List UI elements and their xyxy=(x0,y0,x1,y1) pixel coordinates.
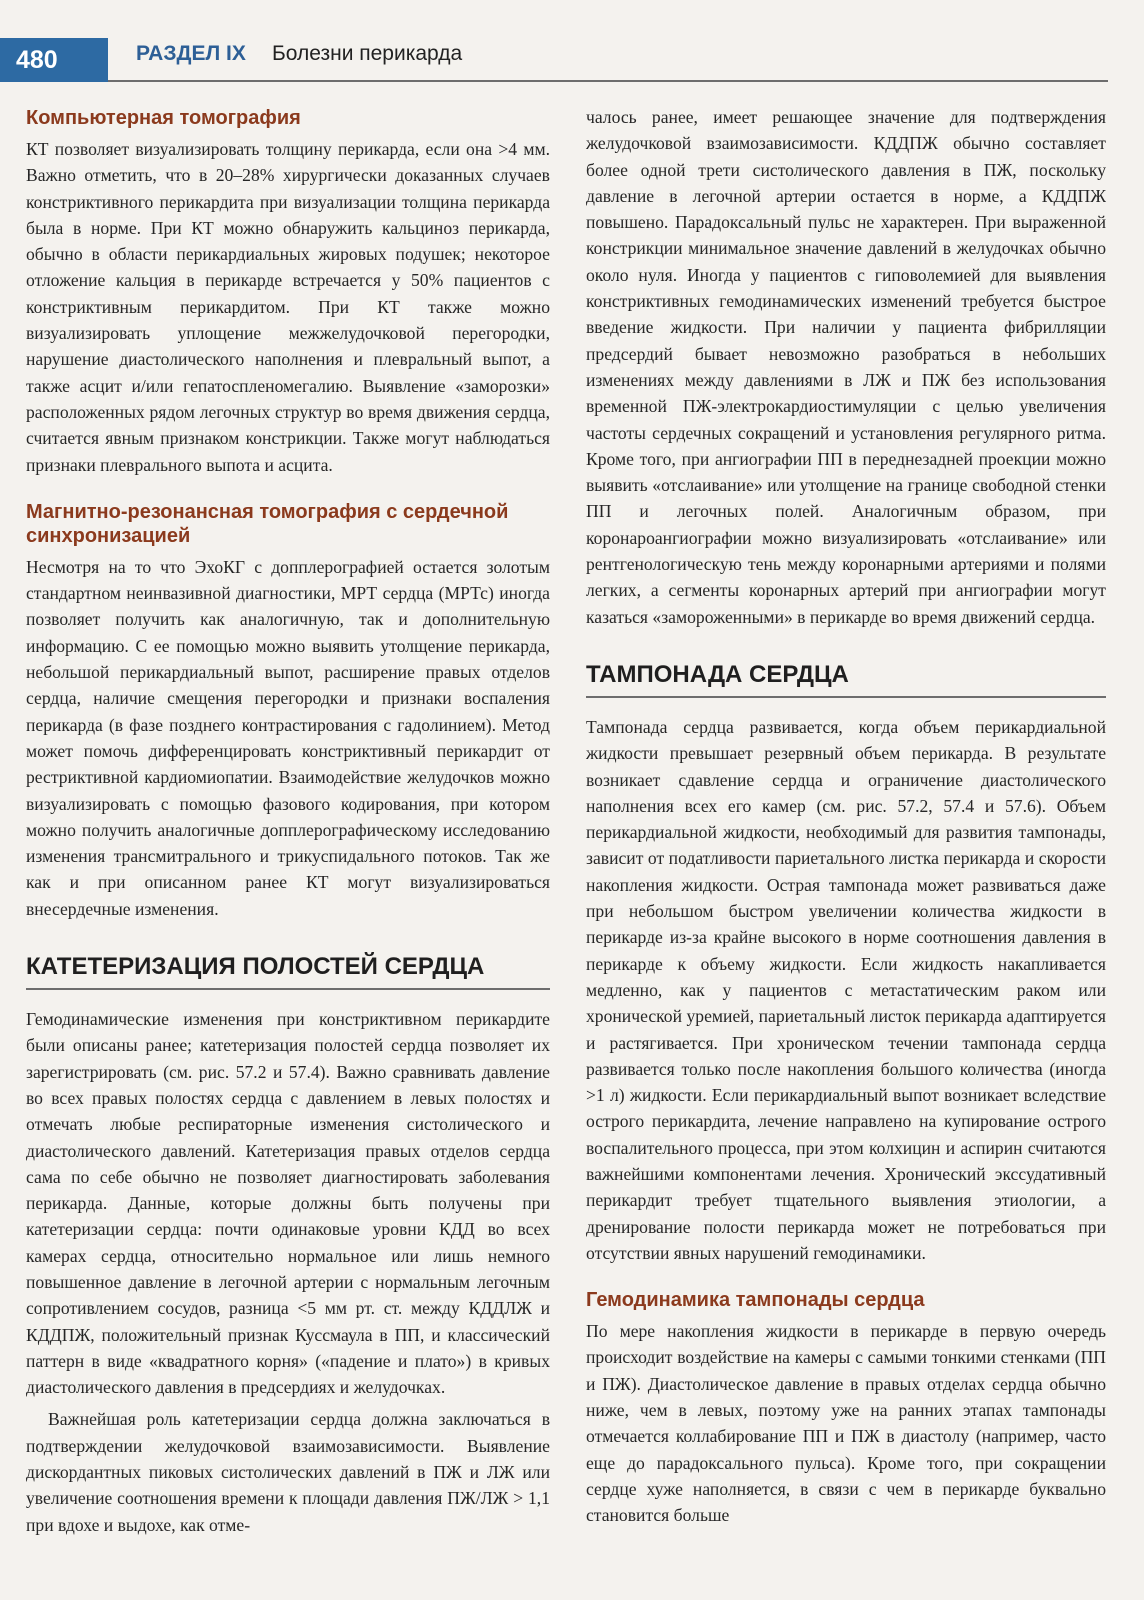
ct-paragraph: КТ позволяет визуализировать толщину перикарда, если она >4 мм. Важно отметить, что в 20–28% хирургически доказанных случаев констриктивного перикардита при визуализации толщина перикарда была в норме. При КТ можно обнаружить кальциноз перикарда, обычно в области перикардиальных жировых подушек; некоторое отложение кальция в перикарде встречается у 50% пациентов с констриктивным перикардитом. При КТ также можно визуализировать уплощение межжелудочковой перегородки, нарушение диастолического наполнения и плевральный выпот, а также асцит и/или гепатоспленомегалию. Выявление «заморозки» расположенных рядом легочных структур во время движения сердца, считается явным признаком констрикции. Также могут наблюдаться признаки плеврального выпота и асцита. xyxy=(26,139,550,475)
section-label: РАЗДЕЛ IX xyxy=(136,42,246,65)
hemodynamics-heading: Гемодинамика тампонады сердца xyxy=(586,1289,925,1312)
section-title: Болезни перикарда xyxy=(272,42,463,65)
page-header xyxy=(0,30,1144,82)
left-column xyxy=(26,106,550,1538)
header-rule xyxy=(108,80,1108,82)
catheterization-heading: КАТЕТЕРИЗАЦИЯ ПОЛОСТЕЙ СЕРДЦА xyxy=(26,952,550,990)
mri-heading: Магнитно-резонансная томография с сердечной синхронизацией xyxy=(26,500,509,547)
tamponade-heading: ТАМПОНАДА СЕРДЦА xyxy=(586,660,1106,698)
catheterization-paragraph-1: Гемодинамические изменения при констриктивном перикардите были описаны ранее; катетеризация полостей сердца позволяет их зарегистрировать (см. рис. 57.2 и 57.4). Важно сравнивать давление во всех правых полостях сердца с давлением в левых полостях и отмечать любые респираторные изменения систолического и диастолического давлений. Катетеризация правых отделов сердца сама по себе обычно не позволяет диагностировать заболевания перикарда. Данные, которые должны быть получены при катетеризации сердца: почти одинаковые уровни КДД во всех камерах сердца, относительно нормальное или лишь немного повышенное давление в легочной артерии с нормальным легочным сопротивлением сосудов, разница <5 мм рт. ст. между КДДЛЖ и КДДПЖ, положительный признак Куссмаула в ПП, и классический паттерн в виде «квадратного корня» («падение и плато») в кривых диастолического давления в предсердиях и желудочках. xyxy=(26,1009,550,1398)
tamponade-paragraph: Тампонада сердца развивается, когда объем перикардиальной жидкости превышает резервный объем перикарда. В результате возникает сдавление сердца и ограничение диастолического наполнения всех его камер (см. рис. 57.2, 57.4 и 57.6). Объем перикардиальной жидкости, необходимый для развития тампонады, зависит от податливости париетального листка перикарда и скорости накопления жидкости. Острая тампонада может развиваться даже при небольшом быстром увеличении количества жидкости в перикарде из-за крайне высокого в норме соотношения давления в перикарде к объему жидкости. Если жидкость накапливается медленно, как у пациентов с метастатическим раком или хронической уремией, париетальный листок перикарда адаптируется и растягивается. При хроническом течении тампонада сердца развивается только после накопления большого количества (иногда >1 л) жидкости. Если перикардиальный выпот возникает вследствие острого перикардита, лечение направлено на купирование острого воспалительного процесса, при этом колхицин и аспирин считаются важнейшими компонентами лечения. Хронический экссудативный перикардит требует тщательного выявления этиологии, а дренирование полости перикарда может не потребоваться при отсутствии явных нарушений гемодинамики. xyxy=(586,716,1106,1263)
right-column xyxy=(586,104,1106,1529)
continued-paragraph: чалось ранее, имеет решающее значение для подтверждения желудочковой взаимозависимости. КДДПЖ обычно составляет более одной трети систолического давления в ПЖ, поскольку давление в легочной артерии остается в норме, а КДДПЖ повышено. Парадоксальный пульс не характерен. При выраженной констрикции минимальное значение давлений в желудочках обычно около нуля. Иногда у пациентов с гиповолемией для выявления констриктивных гемодинамических изменений требуется быстрое введение жидкости. При наличии у пациента фибрилляции предсердий бывает невозможно разобраться в небольших изменениях между давлениями в ЛЖ и ПЖ без использования временной ПЖ-электрокардиостимуляции с целью увеличения частоты сердечных сокращений и установления регулярного ритма. Кроме того, при ангиографии ПП в переднезадней проекции можно выявить «отслаивание» или утолщение на границе свободной стенки ПП и легочных полей. Аналогичным образом, при коронароангиографии можно визуализировать «отслаивание» или рентгенологическую тень между коронарными артериями и полями легких, а сегменты коронарных артерий при ангиографии могут казаться «замороженными» в перикарде во время движений сердца. xyxy=(586,107,1106,627)
page-number: 480 xyxy=(0,38,108,82)
mri-paragraph: Несмотря на то что ЭхоКГ с допплерографией остается золотым стандартном неинвазивной диагностики, МРТ сердца (МРТс) иногда позволяет получить как аналогичную, так и дополнительную информацию. С ее помощью можно выявить утолщение перикарда, небольшой перикардиальный выпот, расширение правых отделов сердца, наличие смещения перегородки и признаки воспаления перикарда (в фазе позднего контрастирования с гадолинием). Метод может помочь дифференцировать констриктивный перикардит от рестриктивной кардиомиопатии. Взаимодействие желудочков можно визуализировать с помощью фазового кодирования, при котором можно получить аналогичные допплерографическому исследованию изменения трансмитрального и трикуспидального потоков. Так же как и при описанном ранее КТ могут визуализироваться внесердечные изменения. xyxy=(26,556,550,919)
ct-heading: Компьютерная томография xyxy=(26,107,301,129)
catheterization-paragraph-2: Важнейшая роль катетеризации сердца должна заключаться в подтверждении желудочковой взаимозависимости. Выявление дискордантных пиковых систолических давлений в ПЖ и ЛЖ или увеличение соотношения времени к площади давления ПЖ/ЛЖ > 1,1 при вдохе и выдохе, как отме- xyxy=(26,1409,550,1535)
hemodynamics-paragraph: По мере накопления жидкости в перикарде в первую очередь происходит воздействие на камеры с самыми тонкими стенками (ПП и ПЖ). Диастолическое давление в правых отделах сердца обычно ниже, чем в левых, поэтому уже на ранних этапах тампонады отмечается коллабирование ПП и ПЖ в диастолу (например, часто еще до парадоксального пульса). Кроме того, при сокращении сердце хуже наполняется, в связи с чем в перикарде буквально становится больше xyxy=(586,1321,1106,1526)
